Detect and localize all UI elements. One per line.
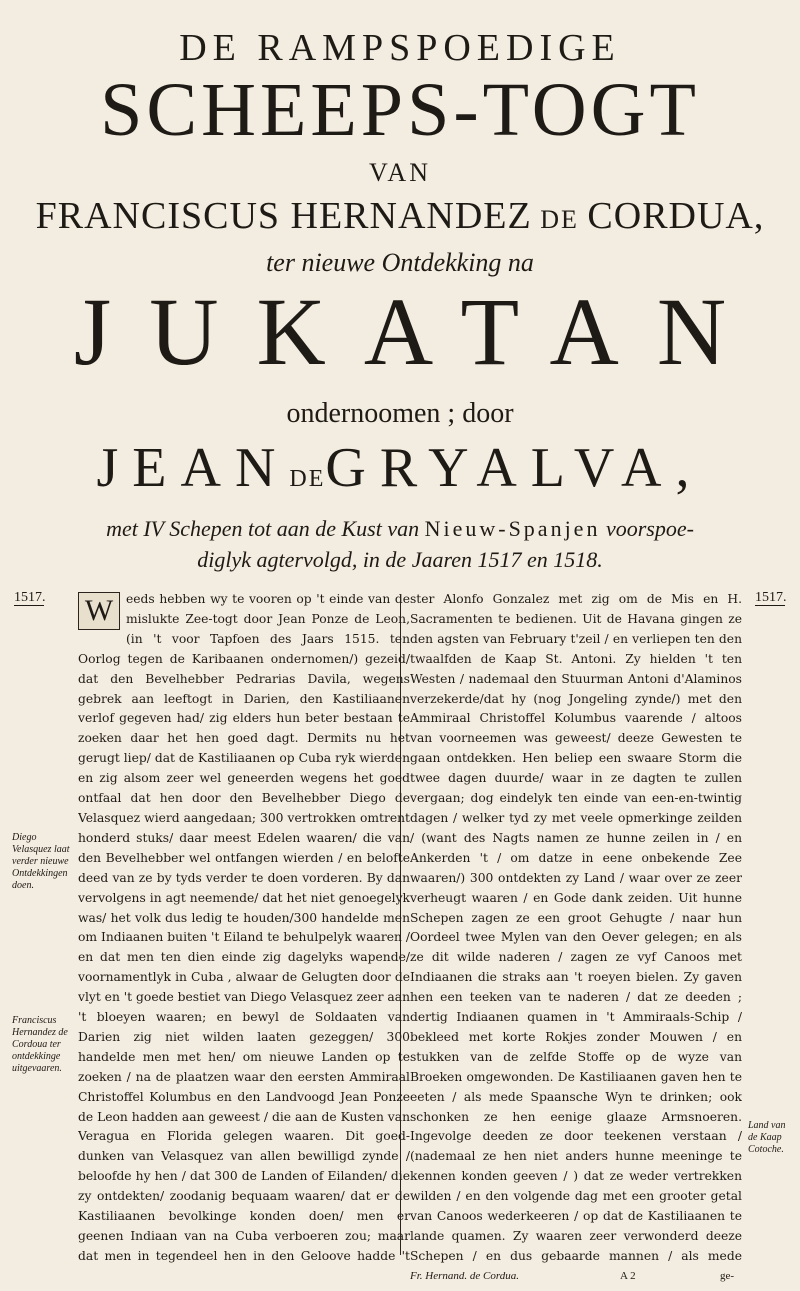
year-rule-left xyxy=(14,605,44,606)
initial-letter: W xyxy=(84,594,114,627)
title-line-franciscus xyxy=(0,194,800,238)
title-schepen-a: met IV Schepen tot aan de Kust van xyxy=(106,516,425,541)
margin-year-right: 1517. xyxy=(755,590,787,605)
year-rule-right xyxy=(755,605,785,606)
title-nieuw-spanjen: Nieuw-Spanjen xyxy=(424,516,601,541)
left-column-text: eeds hebben wy te vooren op 't einde van de mislukte Zee-togt door Jean Ponze de Leon, (in 't voor Tapfoen des Jaars 1515. ten Oorlog tegen de Karibaanen ondernomen/) gezeid/ dat den Bevelhebber Pedrarias Davila, wegens gebrek aan leeftogt in Darien, den Kastiliaanen verlof gegeven had/ zig elders hun beter bestaan te zoeken daar het hen goed dagt. Dermits nu het gerugt liep/ dat de Kastiliaanen op Cuba ryk wierden en zig alsom zeer wel geneerden wegens het goed ontfaal dat hen door den Bevelhebber Diego de Velasquez wierd aangedaan; 300 vertrokken omtrent honderd stuks/ daar meest Edelen waaren/ die van den Bevelhebber wel ontfangen wierden / en belofte deed van ze by tyds verder te doen vorderen. By dan vervolgens in agt neemende/ dat het niet genoegelyk was/ het volk dus ledig te houden/300 handelde men om Indiaanen buiten 't Eiland te behulpelyk waaren / en dat men ten dien einde zig dagelyks wapende/ voornamentlyk in Cuba , alwaar de Gelugten door de vlyt en 't goede bestiet van Diego Velasquez zeer aan 't bloeyen waaren; en bewyl de Soldaaten van Darien zig niet wilden laaten gezeggen/ 300 handelde men met hen/ om nieuwe Landen op te zoeken / na de plaatzen waar den eersten Ammiraal Christoffel Kolumbus en den Landvoogd Jean Ponze de Leon hadden aan geweest / die aan de Kusten van Veragua en Florida gelegen waaren. Dit goed-dunken van Velasquez van allen bewilligd zynde / beloofde hy hen / dat 300 de Landen of Eilanden/ die zy ontdekten/ zoodanig bequaam waaren/ dat er de Kastiliaanen bevolkinge konden doen/ men er geenen Indiaan van na Cuba verboeren zou; maar dat men in tegendeel hen in den Geloove hadde 't xyxy=(78,592,410,1263)
title-gryalva-de: DE xyxy=(289,466,326,492)
title-jean: JEAN xyxy=(96,437,290,499)
title-line-gryalva xyxy=(0,437,800,499)
title-gryalva: GRYALVA, xyxy=(325,437,704,499)
column-divider xyxy=(400,595,401,1255)
title-franciscus-name: FRANCISCUS HERNANDEZ xyxy=(35,195,532,237)
margin-note-hernandez: Franciscus Hernandez de Cordoua ter ontdekkinge uitgevaaren. xyxy=(12,1015,68,1074)
title-line-ondernoomen: ondernoomen ; door xyxy=(286,398,514,429)
title-schepen-b: voorspoe- xyxy=(600,516,694,541)
right-column-text: ster Alonfo Gonzalez met zig om de Mis en H. Sacramenten te bedienen. Uit de Havana gingen ze den agsten van February t'zeil / en verliepen ten den twaalfden de Kaap St. Antoni. Zy hielden 't ten Westen / nademaal den Stuurman Antoni d'Alaminos verzekerde/dat hy (nog Jongeling zynde/) met den Ammiraal Christoffel Kolumbus vaarende / altoos van voorneemen was geweest/ deeze Gewesten te gaan ontdekken. Hen beliep een swaare Storm die twee dagen duurde/ waar in ze dagten te zullen vergaan; dog eindelyk ten einde van een-en-twintig dagen / welker tyd zy met veele opmerkinge zeilden / (want des Nagts namen ze hunne zeilen in / en Ankerden 't / om datze in eene onbekende Zee waaren/) 300 ontdekten zy Land / waar over ze zeer verheugt waaren / en Gode dank zeiden. Uit hunne Schepen zagen ze een groot Gehugte / naar hun Oordeel twee Mylen van den Oever gelegen; en als ze dit wilde naderen / zagen ze vyf Canoos met Indiaanen die straks aan 't roeyen bielen. Zy gaven hen een teeken van te naderen / dat ze deeden ; dertig Indiaanen quamen in 't Ammiraals-Schip / bekleed met korte Rokjes zonder Mouwen / en stukken van de zelfde Stoffe op de wyze van Broeken omgewonden. De Kastiliaanen gaven hen te eeten / als mede Spaansche Wyn te drinken; ook schonken ze hen eenige glaaze Armsnoeren. Ingevolge deeden ze door teekenen verstaan / (nademaal ze hen niet anders hunne meeninge te kennen konden geeven / ) dat ze weder vertrekken wilden / en den volgende dag met een grooter getal van Canoos wederkeeren / op dat de Kastiliaanen te lande quamen. Zy waaren zeer verwonderd deeze Schepen / en dus gebaarde mannen / als mede xyxy=(410,592,742,1263)
title-franciscus-de: DE xyxy=(531,205,588,234)
margin-note-velasquez: Diego Velasquez laat verder nieuwe Ontdekkingen doen. xyxy=(12,832,70,891)
signature-mark: A 2 xyxy=(620,1270,636,1282)
margin-year-left: 1517. xyxy=(14,590,46,605)
title-line-scheeps-togt: SCHEEPS-TOGT xyxy=(100,68,700,152)
title-line-ontdekking: ter nieuwe Ontdekking na xyxy=(266,248,534,277)
title-line-rampspoedige: DE RAMPSPOEDIGE xyxy=(179,27,621,69)
title-line-jukatan: JUKATAN xyxy=(73,278,765,385)
text-column-left xyxy=(78,590,410,1270)
title-line-van: VAN xyxy=(369,158,431,187)
text-column-right xyxy=(410,590,742,1270)
title-line-jaaren: diglyk agtervolgd, in de Jaaren 1517 en 1518. xyxy=(197,547,603,572)
title-franciscus-cordua: CORDUA, xyxy=(587,195,765,237)
running-title: Fr. Hernand. de Cordua. xyxy=(410,1270,519,1282)
catchword: ge- xyxy=(720,1270,735,1282)
margin-note-cotoche: Land van de Kaap Cotoche. xyxy=(748,1120,786,1155)
ornamental-initial xyxy=(78,592,120,630)
title-line-schepen xyxy=(0,516,800,542)
